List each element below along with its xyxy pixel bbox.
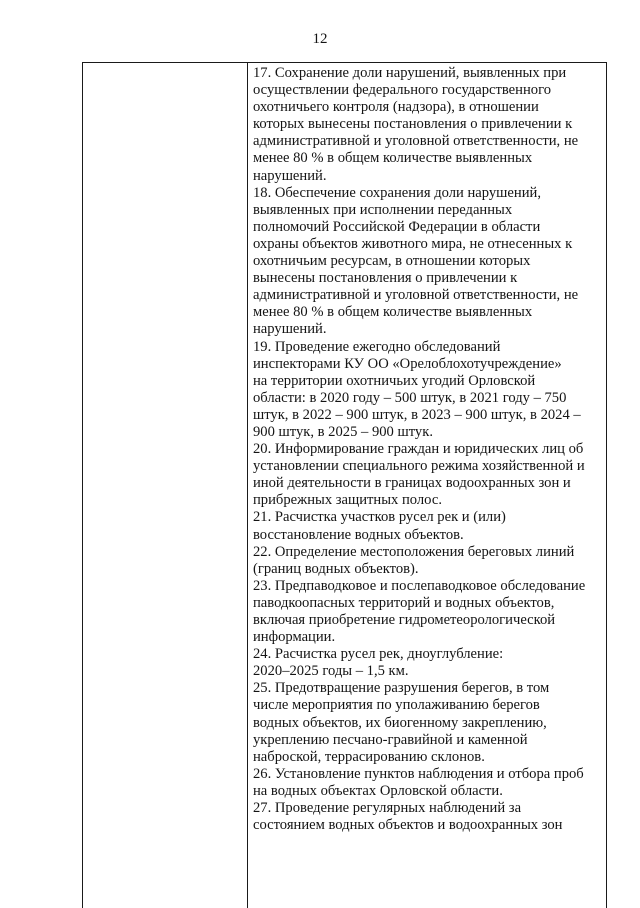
item-line: 22. Определение местоположения береговых линий: [253, 543, 575, 560]
table-left-cell: [83, 63, 247, 908]
list-item: [253, 441, 603, 509]
list-item: [253, 339, 603, 442]
item-line: 24. Расчистка русел рек, дноуглубление:: [253, 646, 504, 663]
item-line: области: в 2020 году – 500 штук, в 2021 году – 750: [253, 389, 567, 406]
item-line: нарушений.: [253, 167, 327, 184]
item-line: административной и уголовной ответственности, не: [253, 287, 579, 304]
item-line: инспекторами КУ ОО «Орелоблохотучреждение»: [253, 355, 562, 372]
list-item: [253, 509, 603, 543]
item-line: числе мероприятия по уполаживанию берегов: [253, 697, 540, 714]
item-line: 23. Предпаводковое и послепаводковое обследование: [253, 577, 586, 594]
item-line: 17. Сохранение доли нарушений, выявленных при: [253, 65, 567, 81]
table-right-cell: [253, 65, 603, 834]
item-line: установлении специального режима хозяйственной и: [253, 458, 585, 475]
list-item: [253, 578, 603, 646]
list-item: [253, 646, 603, 680]
item-line: менее 80 % в общем количестве выявленных: [253, 150, 533, 167]
item-line: 18. Обеспечение сохранения доли нарушений,: [253, 184, 541, 201]
item-line: охотничьим ресурсам, в отношении которых: [253, 253, 531, 270]
list-item: [253, 185, 603, 339]
item-line: (границ водных объектов).: [253, 560, 419, 577]
list-item: [253, 800, 603, 834]
item-line: осуществлении федерального государственного: [253, 82, 551, 99]
item-line: 20. Информирование граждан и юридических лиц об: [253, 441, 584, 458]
list-item: [253, 766, 603, 800]
item-line: 900 штук, в 2025 – 900 штук.: [253, 423, 433, 440]
item-line: административной и уголовной ответственности, не: [253, 133, 579, 150]
item-line: наброской, террасированию склонов.: [253, 748, 485, 765]
item-line: охраны объектов животного мира, не отнесенных к: [253, 235, 573, 252]
list-item: [253, 544, 603, 578]
item-line: 19. Проведение ежегодно обследований: [253, 338, 501, 355]
item-line: 21. Расчистка участков русел рек и (или): [253, 509, 506, 526]
item-line: водных объектов, их биогенному закреплению,: [253, 714, 547, 731]
item-line: охотничьего контроля (надзора), в отношении: [253, 99, 539, 116]
item-line: 25. Предотвращение разрушения берегов, в том: [253, 680, 550, 697]
item-line: полномочий Российской Федерации в области: [253, 218, 541, 235]
list-item: [253, 680, 603, 765]
item-line: на водных объектах Орловской области.: [253, 782, 503, 799]
item-line: паводкоопасных территорий и водных объектов,: [253, 594, 555, 611]
column-divider: [247, 63, 248, 908]
item-line: иной деятельности в границах водоохранных зон и: [253, 475, 571, 492]
item-line: выявленных при исполнении переданных: [253, 201, 513, 218]
document-table: [82, 62, 607, 908]
item-line: 27. Проведение регулярных наблюдений за: [253, 800, 522, 817]
item-line: восстановление водных объектов.: [253, 526, 464, 543]
item-line: менее 80 % в общем количестве выявленных: [253, 304, 533, 321]
item-line: прибрежных защитных полос.: [253, 492, 442, 509]
item-line: штук, в 2022 – 900 штук, в 2023 – 900 штук, в 2024 –: [253, 406, 581, 423]
item-line: 2020–2025 годы – 1,5 км.: [253, 663, 409, 680]
item-line: на территории охотничьих угодий Орловской: [253, 372, 536, 389]
item-line: информации.: [253, 629, 336, 646]
item-line: состоянием водных объектов и водоохранных зон: [253, 817, 563, 834]
item-line: нарушений.: [253, 321, 327, 338]
list-item: [253, 65, 603, 185]
item-line: 26. Установление пунктов наблюдения и отбора проб: [253, 765, 584, 782]
page-number: 12: [312, 31, 328, 47]
item-line: включая приобретение гидрометеорологической: [253, 612, 556, 628]
item-line: которых вынесены постановления о привлечении к: [253, 116, 573, 133]
item-line: вынесены постановления о привлечении к: [253, 270, 518, 287]
item-line: укреплению песчано-гравийной и каменной: [253, 731, 528, 748]
